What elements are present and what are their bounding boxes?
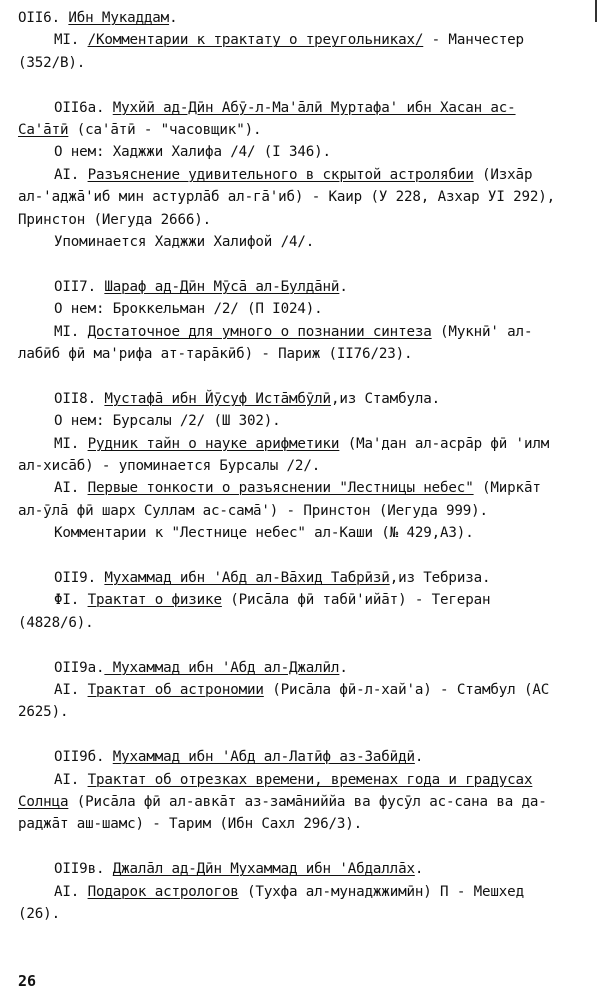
text-segment: О нем: Бурсалы /2/ (Ш 302). bbox=[54, 413, 281, 430]
text-line bbox=[18, 120, 261, 140]
text-segment: О нем: Хаджжи Халифа /4/ (I 346). bbox=[54, 144, 331, 161]
underlined-title: Трактат о физике bbox=[87, 592, 222, 609]
text-line bbox=[54, 478, 541, 498]
text-line bbox=[54, 658, 348, 678]
underlined-title: Трактат об астрономии bbox=[87, 682, 264, 698]
text-segment: ΦI. bbox=[54, 592, 88, 609]
text-segment: . bbox=[339, 659, 348, 676]
text-line bbox=[18, 187, 555, 207]
text-segment: OII9a. bbox=[54, 659, 105, 676]
text-segment: (Изхāр bbox=[473, 166, 533, 183]
underlined-title: Мухаммад ибн 'Абд ал-Джалӣл bbox=[104, 659, 340, 676]
underlined-title: Достаточное для умного о познании синтеза bbox=[87, 323, 432, 340]
text-line bbox=[54, 590, 490, 610]
text-segment: OII9б. bbox=[54, 749, 113, 766]
text-segment: 2625). bbox=[18, 704, 69, 721]
text-line bbox=[18, 702, 68, 722]
text-segment: (са'āтӣ - "часовщик"). bbox=[68, 122, 262, 138]
text-segment: раджāт аш-шамс) - Тарим (Ибн Сахл 296/3). bbox=[18, 816, 363, 833]
text-line bbox=[54, 98, 516, 118]
text-segment: (Ма'дан ал-асрāр фӣ 'илм bbox=[339, 435, 550, 452]
text-segment: лабӣб фӣ ма'рифа ат-тарāкӣб) - Париж (II76/23). bbox=[18, 346, 413, 362]
underlined-title: Солнца bbox=[18, 794, 69, 810]
text-line bbox=[54, 232, 314, 252]
text-segment: (Рисāла фӣ табӣ'ийāт) - Тегеран bbox=[221, 592, 491, 609]
underlined-title: Разъяснение удивительного в скрытой астролябии bbox=[87, 166, 474, 183]
underlined-title: Рудник тайн о науке арифметики bbox=[87, 435, 340, 452]
text-segment: AI. bbox=[54, 682, 88, 698]
underlined-title: Мухаммад ибн 'Абд ал-Вāхид Табрӣзӣ bbox=[104, 570, 390, 586]
text-line bbox=[54, 568, 490, 588]
text-line bbox=[54, 770, 532, 790]
text-segment: (4828/6). bbox=[18, 614, 94, 631]
text-segment: ал-'аджā'иб мин астурлāб ал-гā'иб) - Каир (У 228, Азхар УI 292), bbox=[18, 189, 556, 206]
scan-artifact-line bbox=[595, 0, 597, 22]
text-line bbox=[18, 904, 60, 924]
text-line bbox=[54, 523, 474, 543]
text-segment: Упоминается Хаджжи Халифой /4/. bbox=[54, 234, 315, 250]
text-segment: OII6a. bbox=[54, 99, 113, 116]
text-line bbox=[54, 142, 331, 162]
text-segment: MI. bbox=[54, 32, 88, 49]
text-segment: AI. bbox=[54, 883, 88, 900]
text-segment: (352/B). bbox=[18, 54, 86, 71]
text-segment: MI. bbox=[54, 323, 88, 340]
text-line bbox=[54, 322, 532, 342]
text-line bbox=[54, 747, 423, 767]
text-segment: (26). bbox=[18, 906, 60, 922]
text-segment: OII9в. bbox=[54, 861, 113, 878]
text-line bbox=[18, 344, 412, 364]
text-line bbox=[54, 299, 323, 319]
text-line bbox=[18, 210, 211, 230]
text-line bbox=[54, 277, 348, 297]
text-segment: AI. bbox=[54, 166, 88, 183]
text-line bbox=[18, 613, 94, 633]
underlined-title: Трактат об отрезках времени, временах года и градусах bbox=[87, 771, 533, 788]
text-line bbox=[18, 53, 85, 73]
text-segment: . bbox=[414, 749, 424, 766]
underlined-title: Шараф ад-Дӣн Мӯсā ал-Булдāнӣ bbox=[104, 278, 340, 295]
text-line bbox=[54, 165, 532, 185]
text-segment: ал-хисāб) - упоминается Бурсалы /2/. bbox=[18, 458, 321, 474]
text-segment: (Рисāла фӣ ал-авкāт аз-замāниййа ва фусӯл ас-сана ва да- bbox=[68, 794, 547, 810]
text-line bbox=[54, 389, 440, 409]
text-segment: . bbox=[169, 10, 178, 26]
text-line bbox=[18, 814, 362, 834]
text-line bbox=[54, 680, 549, 700]
text-segment: Принстон (Иегуда 2666). bbox=[18, 211, 212, 228]
text-line bbox=[18, 792, 547, 812]
text-line bbox=[54, 882, 524, 902]
text-segment: (Рисāла фӣ-л-хай'а) - Стамбул (AC bbox=[263, 682, 550, 698]
text-line bbox=[18, 501, 488, 521]
text-segment: AI. bbox=[54, 480, 88, 497]
text-line bbox=[54, 434, 549, 454]
text-line bbox=[54, 859, 423, 879]
underlined-title: Ибн Мукаддам bbox=[68, 10, 170, 26]
underlined-title: Джалāл ад-Дӣн Мухаммад ибн 'Абдаллāх bbox=[112, 861, 415, 878]
text-line bbox=[54, 411, 281, 431]
text-segment: . bbox=[414, 861, 424, 878]
underlined-title: /Комментарии к трактату о треугольниках/ bbox=[87, 32, 424, 49]
text-segment: ,из Тебриза. bbox=[389, 570, 491, 586]
text-segment: О нем: Броккельман /2/ (П I024). bbox=[54, 301, 323, 318]
underlined-title: Мустафā ибн Йӯсуф Истāмбӯлӣ bbox=[104, 390, 331, 407]
text-segment: ал-ӯлā фӣ шарх Суллам ас-самā') - Принстон (Иегуда 999). bbox=[18, 502, 488, 519]
text-segment: OII8. bbox=[54, 390, 105, 407]
text-line bbox=[54, 30, 524, 50]
text-segment: (Тухфа ал-мунаджжимӣн) П - Мешхед bbox=[238, 883, 524, 900]
text-line bbox=[18, 456, 320, 476]
text-segment: MI. bbox=[54, 435, 88, 452]
text-segment: OII7. bbox=[54, 278, 105, 295]
text-segment: - Манчестер bbox=[423, 32, 524, 49]
text-line bbox=[18, 8, 177, 28]
page-number: 26 bbox=[18, 972, 37, 990]
text-segment: (Миркāт bbox=[473, 480, 541, 497]
underlined-title: Первые тонкости о разъяснении "Лестницы небес" bbox=[87, 480, 474, 497]
text-segment: (Мукнӣ' ал- bbox=[431, 323, 533, 340]
text-segment: OII6. bbox=[18, 10, 69, 26]
text-segment: . bbox=[339, 278, 348, 295]
text-segment: AI. bbox=[54, 771, 88, 788]
underlined-title: Мухйӣ ад-Дӣн Абӯ-л-Ма'āлӣ Муртафа' ибн Хасан ас- bbox=[112, 99, 516, 116]
text-segment: Комментарии к "Лестнице небес" ал-Каши (№ 429,A3). bbox=[54, 525, 474, 542]
underlined-title: Са'āтӣ bbox=[18, 122, 69, 138]
text-segment: OII9. bbox=[54, 570, 105, 586]
underlined-title: Подарок астрологов bbox=[87, 883, 239, 900]
underlined-title: Мухаммад ибн 'Абд ал-Латӣф аз-Забӣдӣ bbox=[112, 749, 415, 766]
text-segment: ,из Стамбула. bbox=[330, 390, 441, 407]
